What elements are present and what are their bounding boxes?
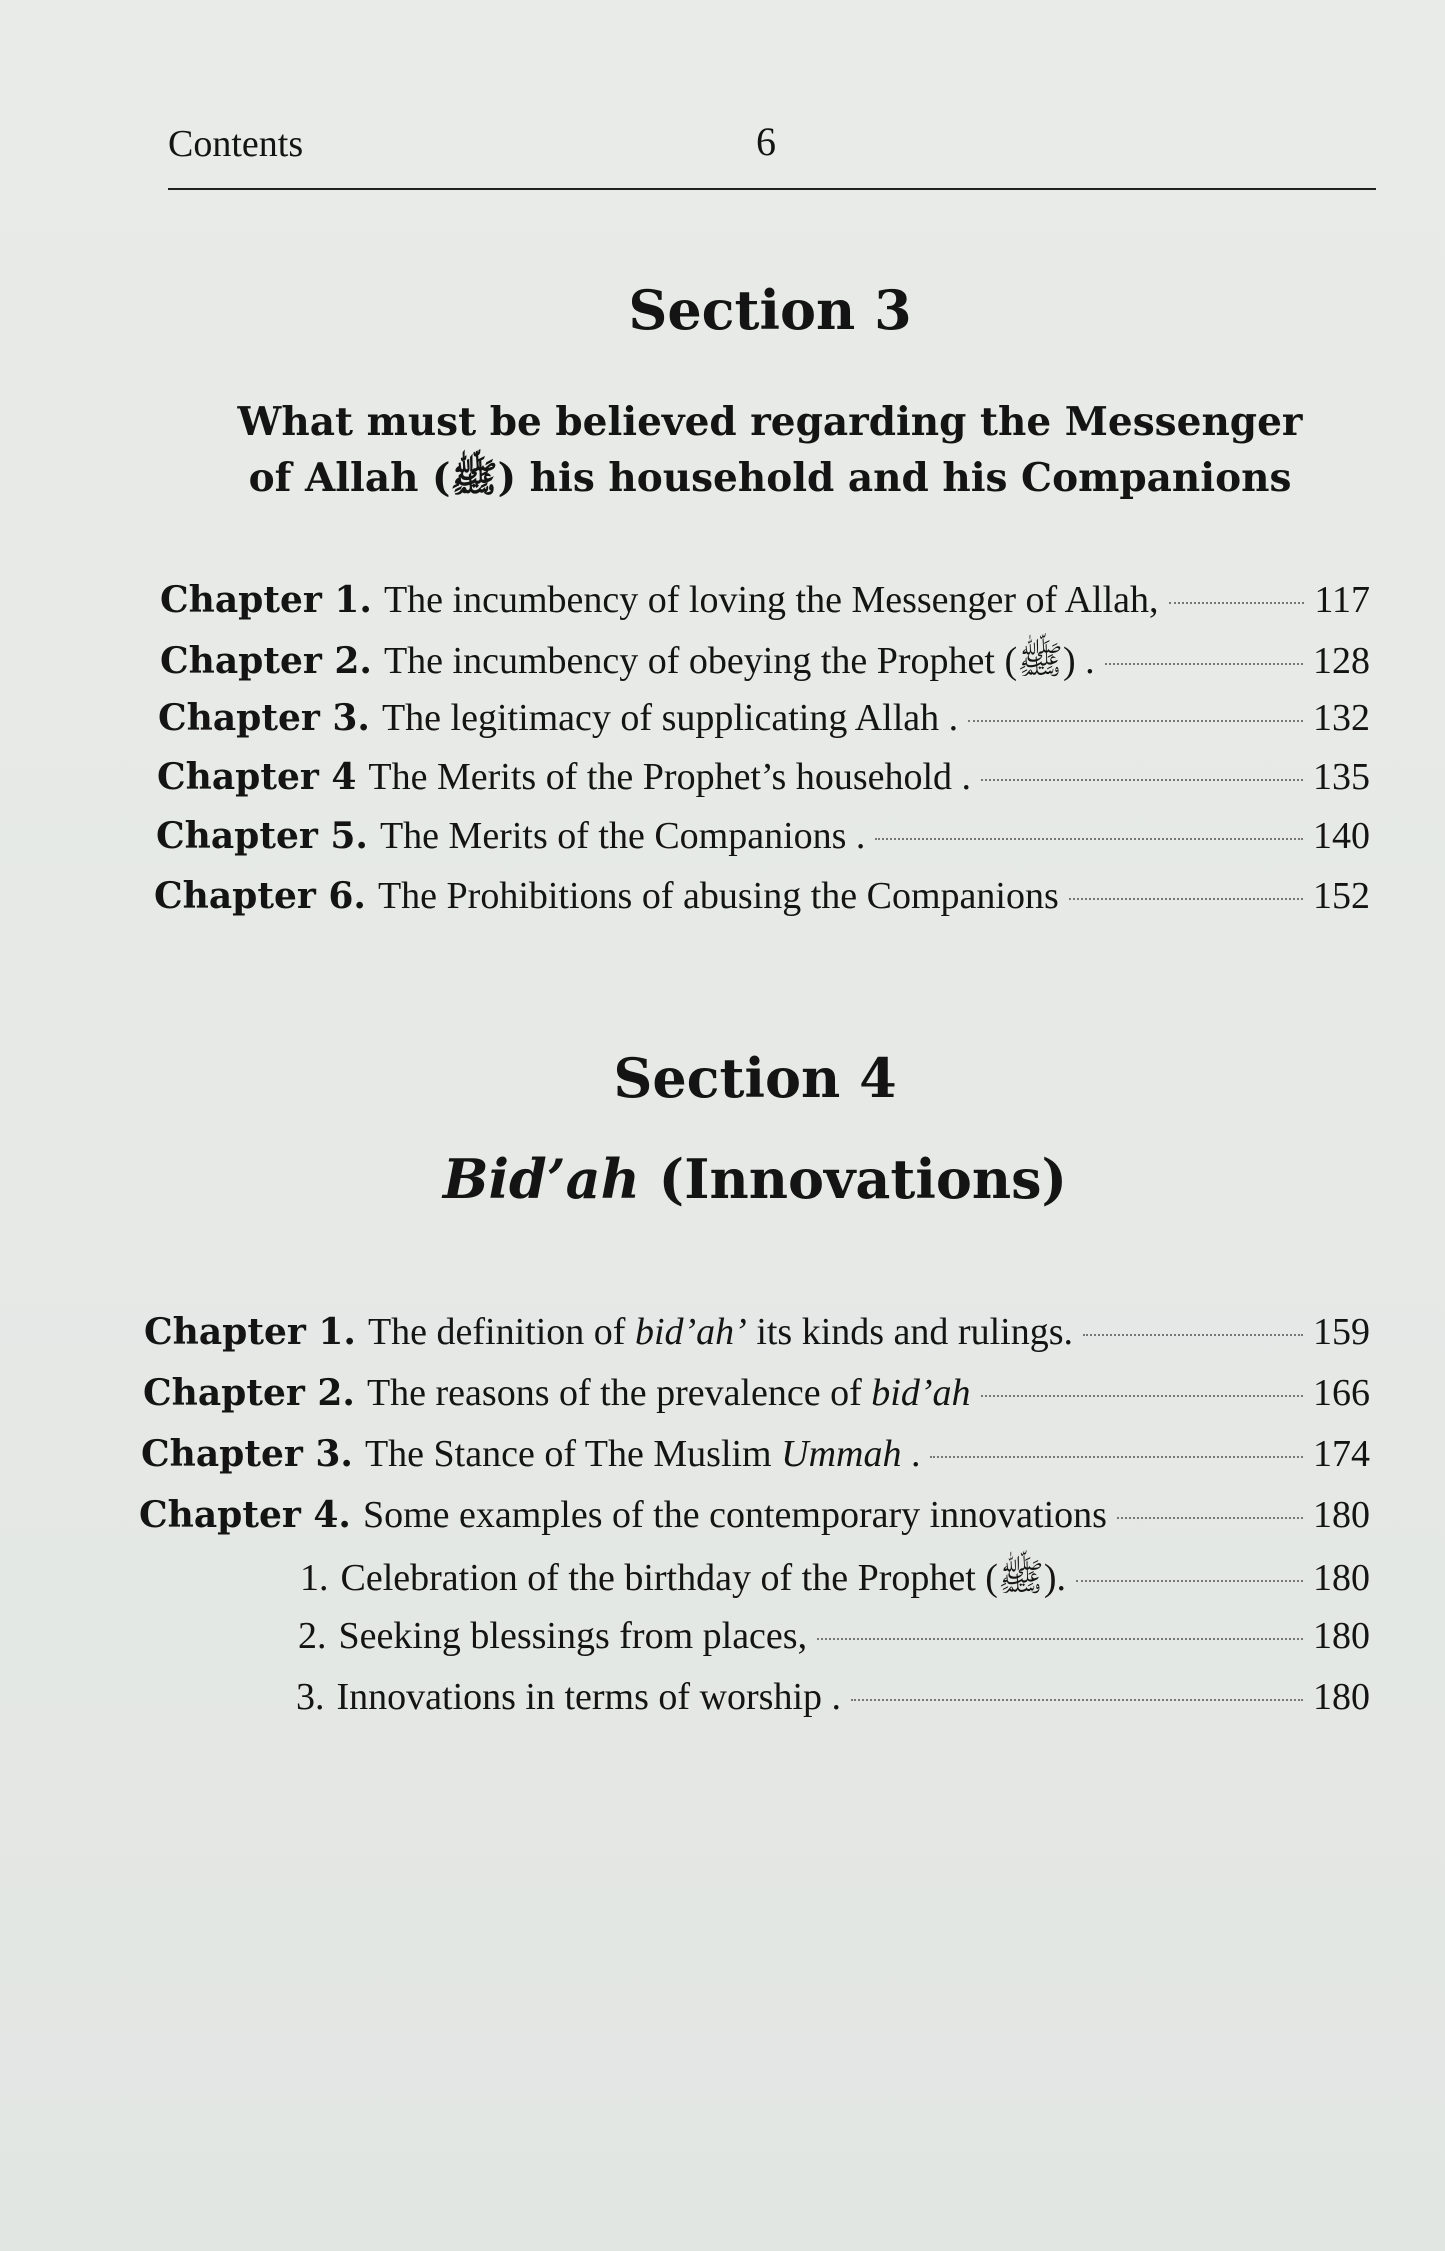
subitem-number: 2. [298,1615,327,1657]
leader-dots [817,1638,1303,1640]
toc-subitem-3[interactable] [296,1675,1370,1731]
chapter-label: Chapter 2. [160,640,372,682]
chapter-page: 152 [1313,875,1370,917]
chapter-label: Chapter 5. [156,815,368,857]
toc-row-s3-ch1[interactable] [160,578,1370,634]
chapter-label: Chapter 4. [139,1494,351,1536]
toc-row-s3-ch3[interactable] [158,696,1370,752]
leader-dots [1117,1517,1303,1519]
chapter-label: Chapter 2. [143,1372,355,1414]
subitem-title: Celebration of the birthday of the Prophet (ﷺ). [340,1557,1066,1599]
header-rule [168,188,1376,190]
subitem-title: Seeking blessings from places, [338,1615,808,1657]
chapter-page: 159 [1313,1311,1370,1353]
toc-row-s3-ch2[interactable] [160,637,1370,693]
leader-dots [1169,602,1305,604]
chapter-title: The legitimacy of supplicating Allah . [381,697,959,739]
chapter-page: 180 [1313,1494,1370,1536]
section-4-subtitle-italic: Bid’ah [442,1147,640,1211]
leader-dots [875,838,1303,840]
chapter-page: 166 [1313,1372,1370,1414]
chapter-title: The Stance of The Muslim Ummah . [364,1433,921,1475]
chapter-title: The reasons of the prevalence of bid’ah [366,1372,971,1414]
leader-dots [1076,1580,1303,1582]
chapter-title: The incumbency of loving the Messenger of Allah, [383,579,1159,621]
chapter-page: 140 [1313,815,1370,857]
toc-row-s4-ch2[interactable] [143,1371,1370,1427]
subitem-title: Innovations in terms of worship . [336,1676,842,1718]
subitem-page: 180 [1313,1676,1370,1718]
toc-row-s4-ch1[interactable] [144,1310,1370,1366]
running-header: Contents [168,123,304,165]
subitem-page: 180 [1313,1615,1370,1657]
section-3-subtitle-line1: What must be believed regarding the Messenger [237,399,1303,445]
subitem-number: 3. [296,1676,325,1718]
chapter-page: 117 [1314,579,1370,621]
section-4-subtitle [0,1144,1445,1214]
toc-row-s3-ch4[interactable] [157,755,1370,811]
chapter-page: 174 [1313,1433,1370,1475]
chapter-title: The Prohibitions of abusing the Companions [377,875,1059,917]
section-3-subtitle-line2: of Allah (ﷺ) his household and his Companions [248,455,1292,501]
toc-row-s3-ch6[interactable] [154,874,1370,930]
section-4-subtitle-rest: (Innovations) [639,1147,1068,1211]
chapter-label: Chapter 3. [141,1433,353,1475]
chapter-page: 128 [1313,640,1370,682]
chapter-title: The incumbency of obeying the Prophet (ﷺ) . [383,640,1095,682]
subitem-number: 1. [300,1557,329,1599]
toc-row-s4-ch3[interactable] [141,1432,1370,1488]
leader-dots [981,1395,1304,1397]
chapter-title: The Merits of the Prophet’s household . [368,756,972,798]
chapter-page: 132 [1313,697,1370,739]
leader-dots [851,1699,1303,1701]
page-number: 6 [756,119,776,164]
chapter-label: Chapter 1. [144,1311,356,1353]
leader-dots [1069,898,1303,900]
leader-dots [1083,1334,1303,1336]
chapter-label: Chapter 6. [154,875,366,917]
toc-subitem-2[interactable] [298,1614,1370,1670]
leader-dots [930,1456,1303,1458]
leader-dots [981,779,1303,781]
subitem-page: 180 [1313,1557,1370,1599]
chapter-label: Chapter 3. [158,697,370,739]
chapter-label: Chapter 4 [157,756,357,798]
leader-dots [1105,663,1303,665]
section-3-title: Section 3 [628,278,912,342]
leader-dots [968,720,1303,722]
chapter-title: Some examples of the contemporary innovations [362,1494,1107,1536]
toc-subitem-1[interactable] [300,1554,1370,1610]
chapter-label: Chapter 1. [160,579,372,621]
chapter-title: The definition of bid’ah’ its kinds and rulings. [367,1311,1073,1353]
toc-row-s3-ch5[interactable] [156,814,1370,870]
toc-row-s4-ch4[interactable] [139,1493,1370,1549]
chapter-title: The Merits of the Companions . [379,815,866,857]
chapter-page: 135 [1313,756,1370,798]
section-4-title: Section 4 [613,1046,897,1110]
